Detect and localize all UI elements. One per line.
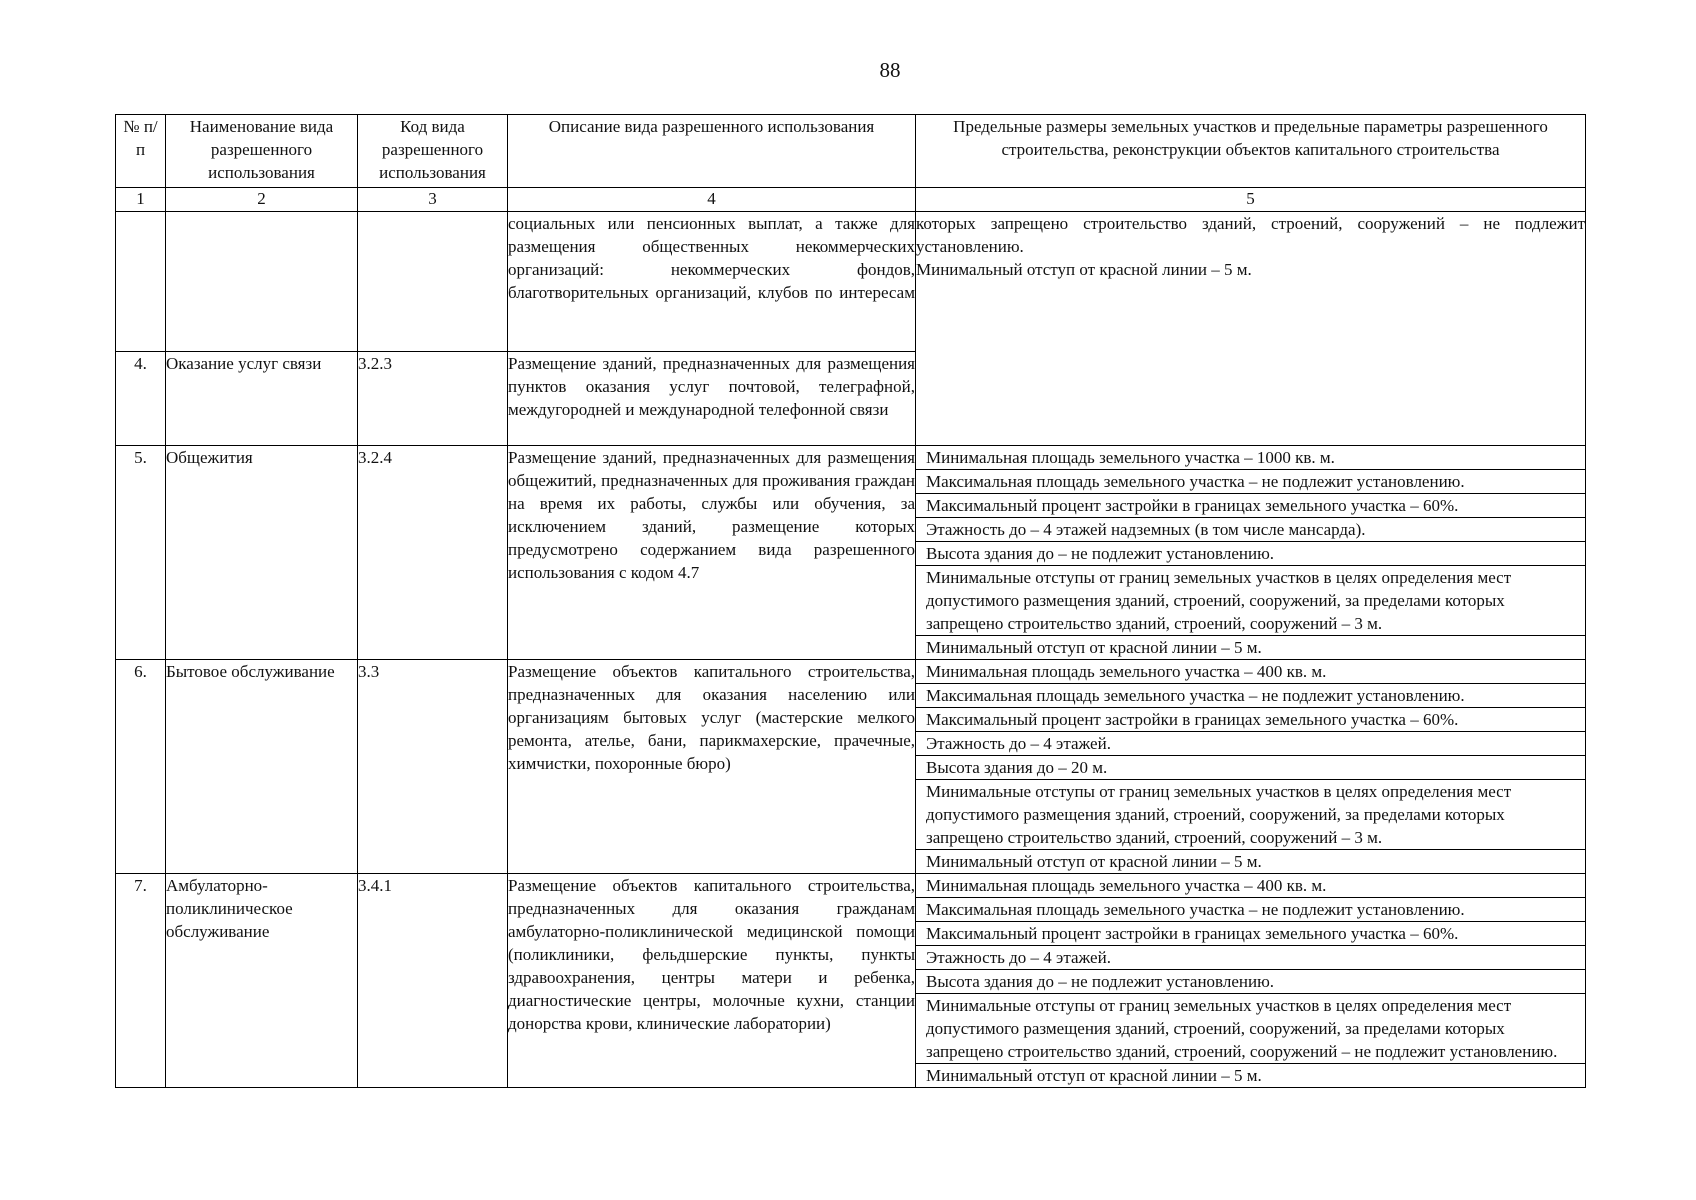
row-use-code: 3.2.4	[358, 446, 508, 660]
table-row	[116, 874, 1586, 1088]
param-min-area: Минимальная площадь земельного участка – 1000 кв. м.	[916, 446, 1585, 470]
row-use-code: 3.2.3	[358, 352, 508, 446]
column-index: 1	[116, 188, 166, 212]
column-index: 3	[358, 188, 508, 212]
column-index: 2	[166, 188, 358, 212]
param-max-area: Максимальная площадь земельного участка – не подлежит установлению.	[916, 684, 1585, 708]
param-height: Высота здания до – 20 м.	[916, 756, 1585, 780]
table-row	[116, 212, 1586, 352]
table-row	[116, 446, 1586, 660]
param-height: Высота здания до – не подлежит установлению.	[916, 970, 1585, 994]
row-use-name: Оказание услуг связи	[166, 352, 358, 446]
param-height: Высота здания до – не подлежит установлению.	[916, 542, 1585, 566]
header-use-description: Описание вида разрешенного использования	[508, 115, 916, 188]
row-description: Размещение зданий, предназначенных для размещения пунктов оказания услуг почтовой, телеграфной, междугородней и международной телефонной связи	[508, 352, 916, 446]
row-use-code: 3.3	[358, 660, 508, 874]
param-min-area: Минимальная площадь земельного участка – 400 кв. м.	[916, 660, 1585, 684]
param-floors: Этажность до – 4 этажей.	[916, 732, 1585, 756]
row-params	[916, 446, 1586, 660]
param-coverage: Максимальный процент застройки в границах земельного участка – 60%.	[916, 494, 1585, 518]
land-use-table	[115, 114, 1586, 1088]
param-min-area: Минимальная площадь земельного участка – 400 кв. м.	[916, 874, 1585, 898]
param-line: которых запрещено строительство зданий, строений, сооружений – не подлежит установлению.	[916, 214, 1585, 256]
row-description: социальных или пенсионных выплат, а также для размещения общественных некоммерческих организаций: некоммерческих фондов, благотворительных организаций, клубов по интересам	[508, 212, 916, 352]
row-use-code: 3.4.1	[358, 874, 508, 1088]
row-use-name: Общежития	[166, 446, 358, 660]
column-index: 4	[508, 188, 916, 212]
header-use-code: Код вида разрешенного использования	[358, 115, 508, 188]
column-index: 5	[916, 188, 1586, 212]
row-use-name	[166, 212, 358, 352]
row-number: 5.	[116, 446, 166, 660]
table-row	[116, 660, 1586, 874]
param-floors: Этажность до – 4 этажей.	[916, 946, 1585, 970]
row-description: Размещение объектов капитального строительства, предназначенных для оказания гражданам амбулаторно-поликлинической медицинской помощи (поликлиники, фельдшерские пункты, пункты здравоохранения, центры матери и ребенка, диагностические центры, молочные кухни, станции донорства крови, клинические лаборатории)	[508, 874, 916, 1088]
page-number: 88	[879, 58, 901, 82]
row-use-code	[358, 212, 508, 352]
param-red-line: Минимальный отступ от красной линии – 5 м.	[926, 1066, 1262, 1085]
table-header-row	[116, 115, 1586, 188]
param-line: Минимальный отступ от красной линии – 5 м.	[916, 260, 1252, 279]
param-coverage: Максимальный процент застройки в границах земельного участка – 60%.	[916, 922, 1585, 946]
column-index-row	[116, 188, 1586, 212]
param-setbacks: Минимальные отступы от границ земельных участков в целях определения мест допустимого размещения зданий, строений, сооружений, за пределами которых запрещено строительство зданий, строений, сооружений – не подлежит установлению.	[916, 994, 1585, 1064]
param-red-line: Минимальный отступ от красной линии – 5 м.	[926, 852, 1262, 871]
param-setbacks: Минимальные отступы от границ земельных участков в целях определения мест допустимого размещения зданий, строений, сооружений, за пределами которых запрещено строительство зданий, строений, сооружений – 3 м.	[916, 780, 1585, 850]
row-use-name: Бытовое обслуживание	[166, 660, 358, 874]
header-number: № п/п	[116, 115, 166, 188]
param-red-line: Минимальный отступ от красной линии – 5 м.	[926, 638, 1262, 657]
row-number: 7.	[116, 874, 166, 1088]
row-params	[916, 660, 1586, 874]
row-description: Размещение зданий, предназначенных для размещения общежитий, предназначенных для проживания граждан на время их работы, службы или обучения, за исключением зданий, размещение которых предусмотрено содержанием вида разрешенного использования с кодом 4.7	[508, 446, 916, 660]
row-number: 6.	[116, 660, 166, 874]
row-number: 4.	[116, 352, 166, 446]
param-coverage: Максимальный процент застройки в границах земельного участка – 60%.	[916, 708, 1585, 732]
param-max-area: Максимальная площадь земельного участка – не подлежит установлению.	[916, 898, 1585, 922]
row-description: Размещение объектов капитального строительства, предназначенных для оказания населению или организациям бытовых услуг (мастерские мелкого ремонта, ателье, бани, парикмахерские, прачечные, химчистки, похоронные бюро)	[508, 660, 916, 874]
row-use-name: Амбулаторно-поликлиническое обслуживание	[166, 874, 358, 1088]
header-use-name: Наименование вида разрешенного использования	[166, 115, 358, 188]
row-number	[116, 212, 166, 352]
header-limits: Предельные размеры земельных участков и предельные параметры разрешенного строительства, реконструкции объектов капитального строительства	[916, 115, 1586, 188]
param-floors: Этажность до – 4 этажей надземных (в том числе мансарда).	[916, 518, 1585, 542]
param-setbacks: Минимальные отступы от границ земельных участков в целях определения мест допустимого размещения зданий, строений, сооружений, за пределами которых запрещено строительство зданий, строений, сооружений – 3 м.	[916, 566, 1585, 636]
row-params	[916, 874, 1586, 1088]
param-max-area: Максимальная площадь земельного участка – не подлежит установлению.	[916, 470, 1585, 494]
row-params	[916, 212, 1586, 446]
